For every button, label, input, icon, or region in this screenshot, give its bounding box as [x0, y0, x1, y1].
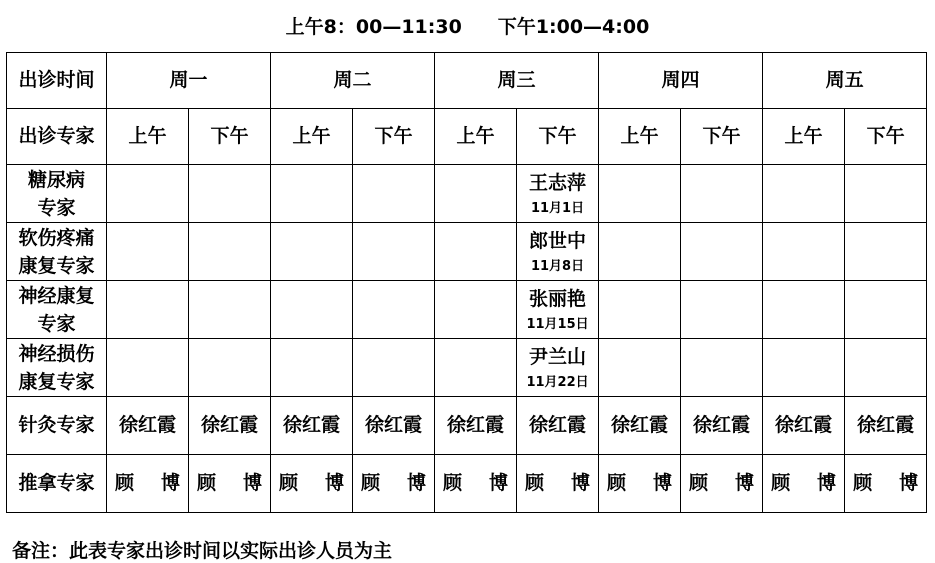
empty-cell [599, 339, 681, 397]
row-label-acupuncture: 针灸专家 [7, 397, 107, 455]
table-row [7, 455, 927, 513]
doctor-cell: 徐红霞 [107, 397, 189, 455]
empty-cell [271, 165, 353, 223]
footnote: 备注：此表专家出诊时间以实际出诊人员为主 [12, 540, 393, 562]
day-header-fri: 周五 [763, 53, 927, 109]
doctor-name: 张丽艳 [529, 287, 587, 310]
empty-cell [845, 223, 927, 281]
doctor-cell [517, 281, 599, 339]
visit-date: 11月15日 [526, 316, 589, 332]
session-am: 上午 [599, 109, 681, 165]
session-pm: 下午 [845, 109, 927, 165]
empty-cell [271, 281, 353, 339]
expert-schedule-table [6, 52, 927, 513]
doctor-cell: 徐红霞 [517, 397, 599, 455]
afternoon-hours: 下午1:00—4:00 [497, 16, 650, 38]
empty-cell [107, 165, 189, 223]
empty-cell [845, 165, 927, 223]
session-pm: 下午 [517, 109, 599, 165]
doctor-cell: 徐红霞 [599, 397, 681, 455]
doctor-cell: 徐红霞 [271, 397, 353, 455]
empty-cell [435, 281, 517, 339]
session-am: 上午 [435, 109, 517, 165]
day-header-thu: 周四 [599, 53, 763, 109]
session-pm: 下午 [189, 109, 271, 165]
empty-cell [435, 223, 517, 281]
empty-cell [107, 223, 189, 281]
empty-cell [681, 165, 763, 223]
empty-cell [599, 281, 681, 339]
doctor-cell: 徐红霞 [845, 397, 927, 455]
empty-cell [107, 281, 189, 339]
row-label-neuro-rehab: 神经康复 专家 [7, 281, 107, 339]
doctor-cell [517, 339, 599, 397]
empty-cell [435, 339, 517, 397]
empty-cell [189, 339, 271, 397]
empty-cell [763, 339, 845, 397]
doctor-cell: 顾 博 [845, 455, 927, 513]
visit-date: 11月22日 [526, 374, 589, 390]
doctor-cell: 顾 博 [763, 455, 845, 513]
table-row [7, 165, 927, 223]
empty-cell [353, 165, 435, 223]
empty-cell [763, 223, 845, 281]
row-label-neuro-injury: 神经损伤 康复专家 [7, 339, 107, 397]
doctor-cell [517, 223, 599, 281]
row-label-massage: 推拿专家 [7, 455, 107, 513]
empty-cell [681, 281, 763, 339]
empty-cell [189, 165, 271, 223]
doctor-cell: 徐红霞 [435, 397, 517, 455]
doctor-cell: 顾 博 [189, 455, 271, 513]
doctor-cell: 徐红霞 [763, 397, 845, 455]
session-pm: 下午 [353, 109, 435, 165]
empty-cell [763, 165, 845, 223]
visit-date: 11月1日 [530, 200, 585, 216]
empty-cell [599, 223, 681, 281]
row-label-diabetes: 糖尿病 专家 [7, 165, 107, 223]
empty-cell [599, 165, 681, 223]
empty-cell [189, 281, 271, 339]
table-row [7, 339, 927, 397]
session-am: 上午 [107, 109, 189, 165]
empty-cell [353, 223, 435, 281]
doctor-cell: 徐红霞 [681, 397, 763, 455]
visit-date: 11月8日 [530, 258, 585, 274]
empty-cell [353, 339, 435, 397]
clinic-hours [0, 12, 935, 39]
empty-cell [763, 281, 845, 339]
day-header-wed: 周三 [435, 53, 599, 109]
session-am: 上午 [271, 109, 353, 165]
day-header-tue: 周二 [271, 53, 435, 109]
empty-cell [271, 339, 353, 397]
doctor-name: 王志萍 [529, 171, 587, 194]
session-am: 上午 [763, 109, 845, 165]
session-pm: 下午 [681, 109, 763, 165]
doctor-cell: 顾 博 [435, 455, 517, 513]
day-header-mon: 周一 [107, 53, 271, 109]
empty-cell [681, 339, 763, 397]
empty-cell [681, 223, 763, 281]
doctor-cell: 顾 博 [599, 455, 681, 513]
expert-label-cell: 出诊专家 [7, 109, 107, 165]
doctor-cell [517, 165, 599, 223]
doctor-cell: 顾 博 [107, 455, 189, 513]
doctor-cell: 顾 博 [353, 455, 435, 513]
morning-hours: 上午8：00—11:30 [285, 16, 462, 38]
table-row [7, 397, 927, 455]
empty-cell [353, 281, 435, 339]
empty-cell [845, 281, 927, 339]
table-row [7, 281, 927, 339]
doctor-cell: 顾 博 [681, 455, 763, 513]
doctor-cell: 顾 博 [271, 455, 353, 513]
empty-cell [845, 339, 927, 397]
doctor-name: 郎世中 [529, 229, 587, 252]
doctor-cell: 徐红霞 [353, 397, 435, 455]
empty-cell [271, 223, 353, 281]
empty-cell [107, 339, 189, 397]
empty-cell [189, 223, 271, 281]
row-label-soft-tissue: 软伤疼痛 康复专家 [7, 223, 107, 281]
empty-cell [435, 165, 517, 223]
doctor-name: 尹兰山 [529, 345, 587, 368]
doctor-cell: 顾 博 [517, 455, 599, 513]
session-header-row [7, 109, 927, 165]
doctor-cell: 徐红霞 [189, 397, 271, 455]
day-header-row [7, 53, 927, 109]
time-label-cell: 出诊时间 [7, 53, 107, 109]
table-row [7, 223, 927, 281]
